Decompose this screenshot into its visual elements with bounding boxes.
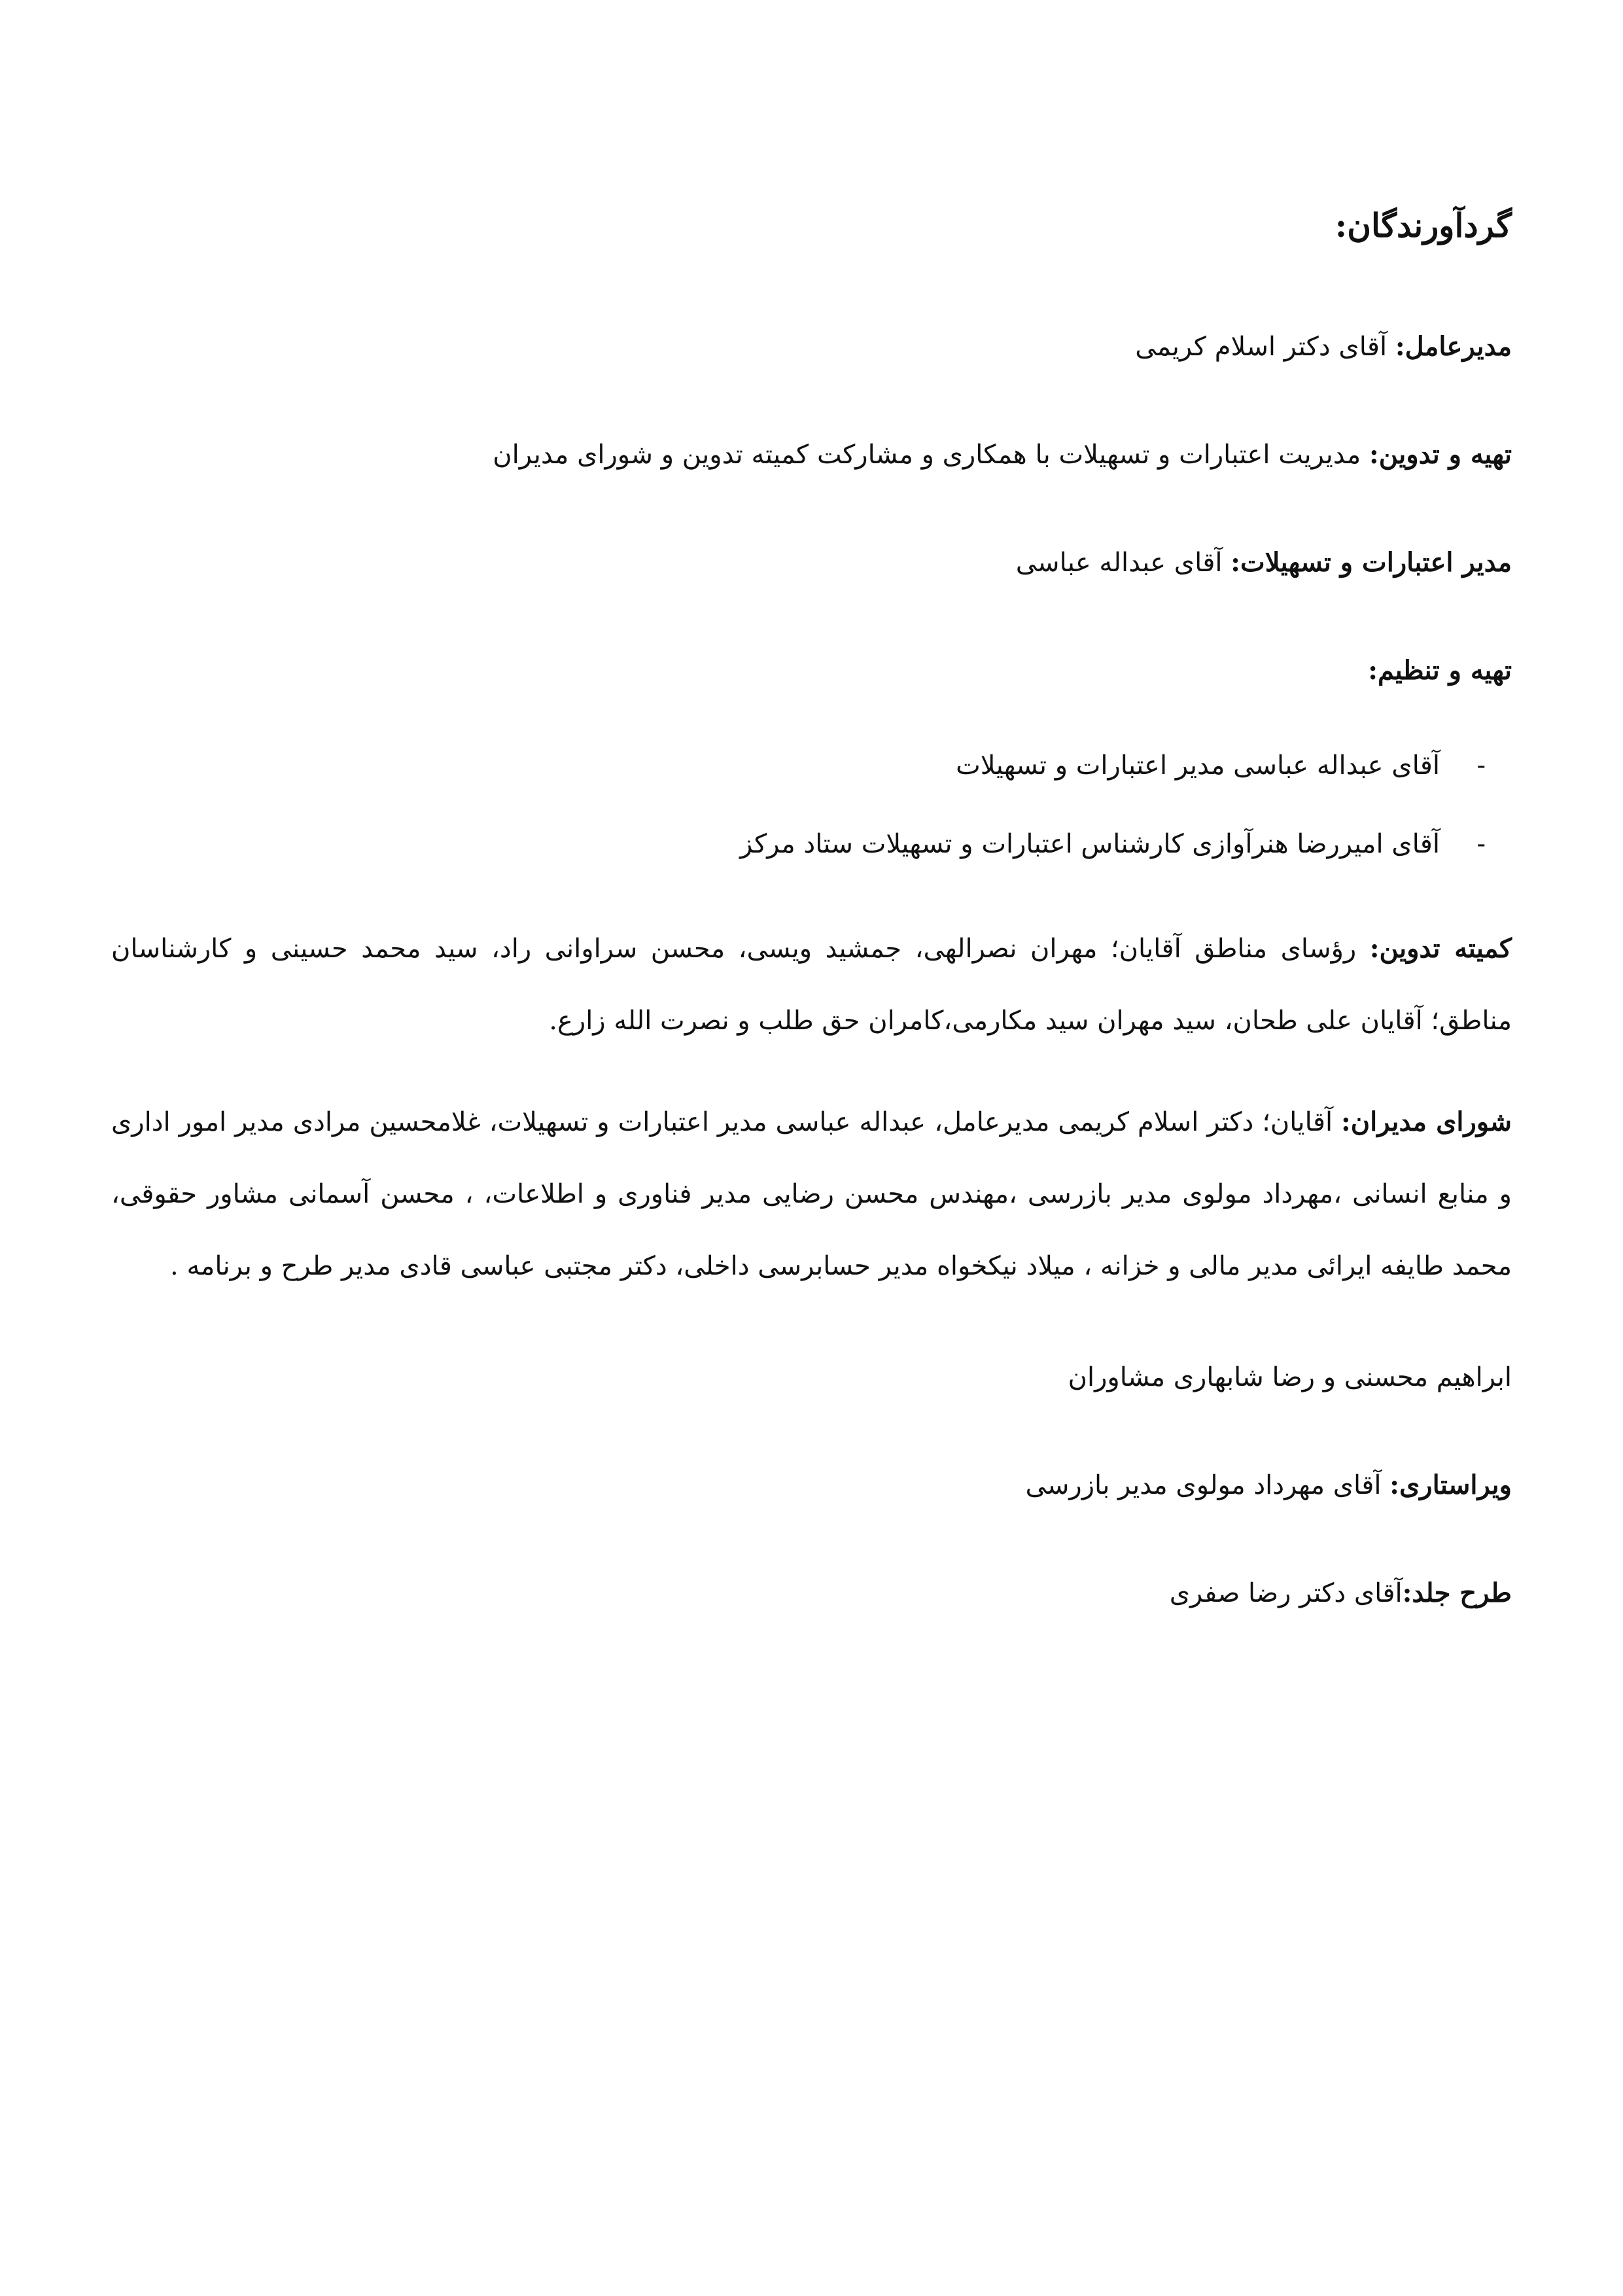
board-label: شورای مدیران: bbox=[1341, 1106, 1512, 1137]
list-item bbox=[111, 746, 1512, 824]
cover-design-label: طرح جلد: bbox=[1402, 1578, 1512, 1608]
editing-line bbox=[111, 1466, 1512, 1505]
prepared-compiled-line bbox=[111, 435, 1512, 474]
arrangement-heading bbox=[111, 651, 1512, 690]
committee-label: کمیته تدوین: bbox=[1369, 933, 1512, 964]
list-bullet: - bbox=[1476, 751, 1486, 781]
page-title: گردآورندگان: bbox=[1335, 206, 1512, 245]
list-item-text: آقای عبداله عباسی مدیر اعتبارات و تسهیلات bbox=[956, 751, 1440, 781]
managing-director-line bbox=[111, 327, 1512, 366]
arrangement-label: تهیه و تنظیم: bbox=[1368, 655, 1512, 686]
managing-director-value: آقای دکتر اسلام کریمی bbox=[1135, 332, 1395, 362]
credit-manager-label: مدیر اعتبارات و تسهیلات: bbox=[1230, 547, 1512, 578]
cover-design-value: آقای دکتر رضا صفری bbox=[1169, 1578, 1403, 1608]
board-paragraph bbox=[111, 1086, 1512, 1302]
prepared-compiled-label: تهیه و تدوین: bbox=[1369, 439, 1512, 470]
editing-label: ویراستاری: bbox=[1389, 1470, 1512, 1500]
prepared-compiled-value: مدیریت اعتبارات و تسهیلات با همکاری و مشارکت کمیته تدوین و شورای مدیران bbox=[493, 440, 1369, 470]
committee-paragraph bbox=[111, 913, 1512, 1057]
arrangement-list bbox=[111, 746, 1512, 903]
credit-manager-value: آقای عبداله عباسی bbox=[1015, 548, 1231, 578]
board-value: آقایان؛ دکتر اسلام کریمی مدیرعامل، عبداله عباسی مدیر اعتبارات و تسهیلات، غلامحسین مرادی مدیر امور اداری و منابع انسانی ،مهرداد مولوی مدیر بازرسی ،مهندس محسن رضایی مدیر فناوری و اطلاعات، ، محسن آسمانی مشاور حقوقی، محمد طایفه ایرائی مدیر مالی و خزانه ، میلاد نیکخواه مدیر حسابرسی داخلی، دکتر مجتبی عباسی قادی مدیر طرح و برنامه . bbox=[111, 1107, 1512, 1281]
advisors-line: ابراهیم محسنی و رضا شابهاری مشاوران bbox=[1068, 1362, 1512, 1392]
list-item bbox=[111, 824, 1512, 903]
list-bullet: - bbox=[1476, 829, 1486, 859]
editing-value: آقای مهرداد مولوی مدیر بازرسی bbox=[1025, 1470, 1390, 1500]
list-item-text: آقای امیررضا هنرآوازی کارشناس اعتبارات و تسهیلات ستاد مرکز bbox=[740, 829, 1440, 859]
cover-design-line bbox=[111, 1574, 1512, 1613]
managing-director-label: مدیرعامل: bbox=[1395, 331, 1512, 362]
committee-value: رؤسای مناطق آقایان؛ مهران نصرالهی، جمشید ویسی، محسن سراوانی راد، سید محمد حسینی و کارشناسان مناطق؛ آقایان علی طحان، سید مهران سید مکارمی،کامران حق طلب و نصرت الله زارع. bbox=[111, 934, 1512, 1036]
credit-manager-line bbox=[111, 543, 1512, 582]
